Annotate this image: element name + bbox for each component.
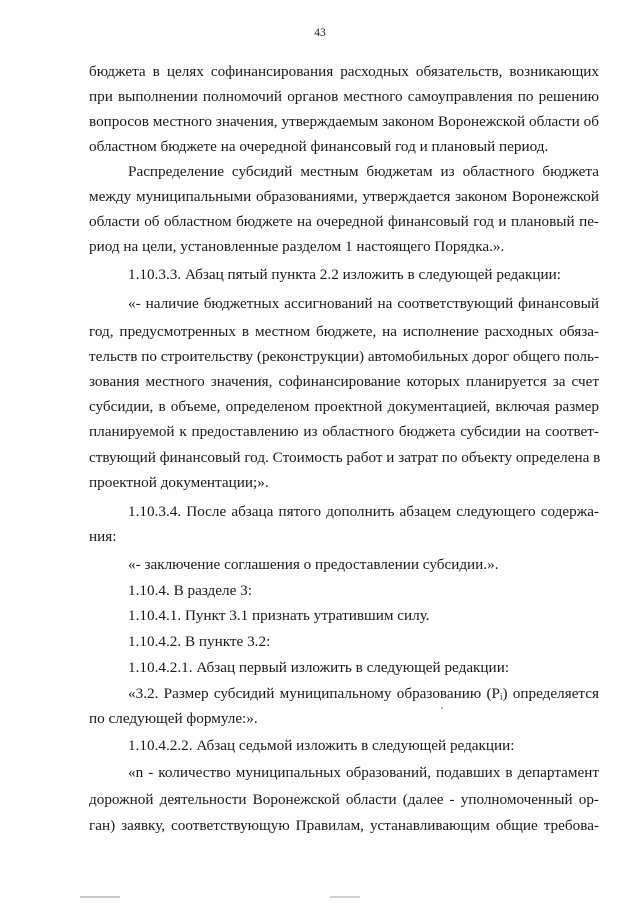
text-line: зования местного значения, софинансирование которых планируется за счет — [89, 373, 599, 390]
text-line: ния: — [89, 528, 117, 545]
text-line: тельств по строительству (реконструкции) автомобильных дорог общего поль- — [89, 348, 599, 365]
text-line: 1.10.4.2.1. Абзац первый изложить в следующей редакции: — [128, 659, 510, 676]
text-line: при выполнении полномочий органов местного самоуправления по решению — [89, 88, 599, 105]
text-line: дорожной деятельности Воронежской области (далее - уполномоченный ор- — [89, 791, 599, 808]
text-line: 1.10.3.4. После абзаца пятого дополнить абзацем следующего содержа- — [128, 503, 599, 520]
text-line: областном бюджете на очередной финансовый год и плановый период. — [89, 138, 549, 155]
text-line: вопросов местного значения, утверждаемым законом Воронежской области об — [89, 113, 599, 130]
text-line: ствующий финансовый год. Стоимость работ и затрат по объекту определена в — [89, 449, 601, 466]
text-line: «- заключение соглашения о предоставлении субсидии.». — [128, 556, 499, 573]
text-line: 1.10.4.1. Пункт 3.1 признать утратившим силу. — [128, 607, 430, 624]
text-line: бюджета в целях софинансирования расходных обязательств, возникающих — [89, 63, 599, 80]
text-line: ган) заявку, соответствующую Правилам, устанавливающим общие требова- — [89, 817, 599, 834]
page-number: 43 — [314, 27, 326, 39]
text-line: 1.10.4.2. В пункте 3.2: — [128, 633, 271, 650]
text-line: субсидии, в объеме, определеном проектной документацией, включая размер — [89, 398, 599, 415]
text-line: «- наличие бюджетных ассигнований на соответствующий финансовый — [128, 295, 599, 312]
text-line: 1.10.3.3. Абзац пятый пункта 2.2 изложить в следующей редакции: — [128, 266, 561, 283]
text-line: год, предусмотренных в местном бюджете, на исполнение расходных обяза- — [89, 323, 599, 340]
text-line: Распределение субсидий местным бюджетам из областного бюджета — [128, 163, 599, 180]
text-line: проектной документации;». — [89, 474, 269, 491]
text-line: «n - количество муниципальных образований, подавших в департамент — [128, 764, 599, 781]
text-line: области об областном бюджете на очередной финансовый год и плановый пе- — [89, 213, 599, 230]
text-line: 1.10.4.2.2. Абзац седьмой изложить в следующей редакции: — [128, 737, 515, 754]
scan-speck — [441, 707, 443, 709]
text-line: 1.10.4. В разделе 3: — [128, 582, 252, 599]
text-line: риод на цели, установленные разделом 1 настоящего Порядка.». — [89, 238, 505, 255]
text-line: планируемой к предоставлению из областного бюджета субсидии на соответ- — [89, 423, 599, 440]
text-line: «3.2. Размер субсидий муниципальному образованию (Pᵢ) определяется — [128, 685, 599, 702]
text-line: по следующей формуле:». — [89, 710, 258, 727]
scan-edge-mark — [0, 896, 640, 898]
text-line: между муниципальными образованиями, утверждается законом Воронежской — [89, 188, 599, 205]
